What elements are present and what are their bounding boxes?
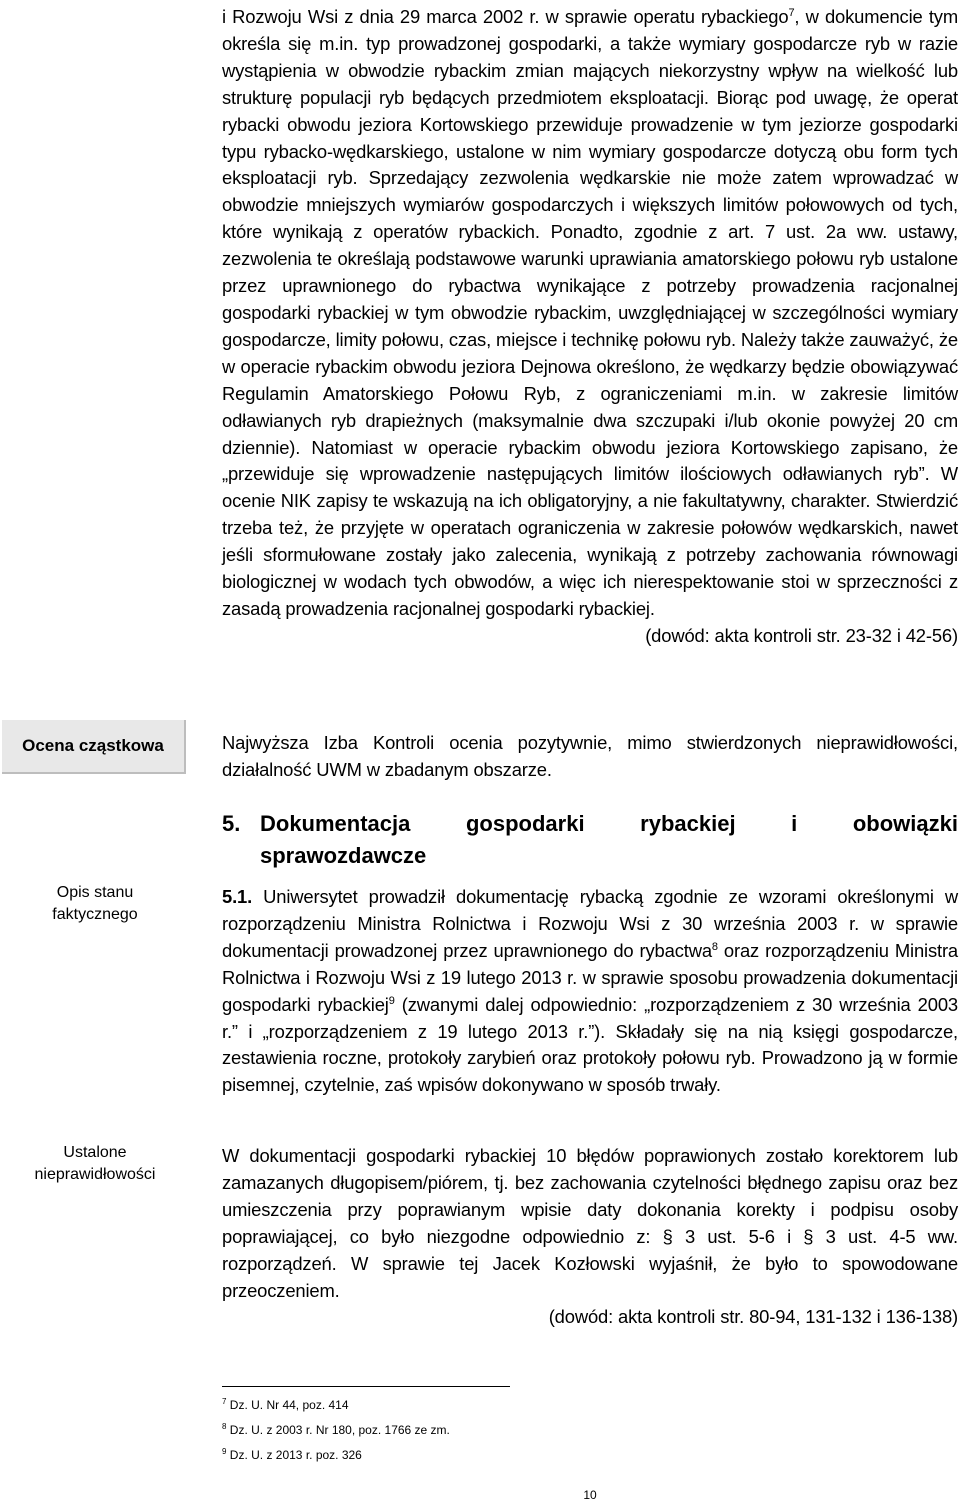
section-title-line1: Dokumentacja gospodarki rybackiej i obowiązki — [260, 811, 958, 836]
footnote-text: Dz. U. z 2003 r. Nr 180, poz. 1766 ze zm. — [226, 1423, 450, 1437]
p51-text-c: (zwanymi dalej odpowiednio: „rozporządzeniem z 30 września 2003 r.” i „rozporządzeniem z 19 lutego 2013 r.”). Składały się na nią księgi gospodarcze, zestawienia roczne, protokoły zarybień oraz protokoły połowu ryb. Prowadzono ją w formie pisemnej, czytelnie, zaś wpisów dokonywano w sposób trwały. — [222, 993, 958, 1096]
opis-stanu-label — [0, 882, 190, 926]
section-number: 5. — [222, 811, 241, 836]
ustalone-line2: nieprawidłowości — [34, 1166, 156, 1183]
footnote-ref-9: 9 — [388, 994, 395, 1007]
footnote-7 — [222, 1398, 349, 1412]
footnote-num: 7 — [222, 1397, 227, 1406]
footnote-divider — [222, 1386, 510, 1387]
footnote-ref-8: 8 — [711, 940, 718, 953]
paragraph-5-1 — [222, 884, 958, 1099]
subsection-number: 5.1. — [222, 886, 253, 907]
errors-text: W dokumentacji gospodarki rybackiej 10 błędów poprawionych zostało korektorem lub zamazanych długopisem/piórem, tj. bez zachowania czytelności błędnego zapisu oraz bez umieszczenia przy poprawianym wpisie daty dokonania korekty i podpisu osoby poprawiającej, co było niezgodne odpowiednio z: § 3 ust. 5-6 i § 3 ust. 4-5 ww. rozporządzeń. W sprawie tej Jacek Kozłowski wyjaśnił, że było to spowodowane przeoczeniem. — [222, 1145, 958, 1301]
p51-text-b: oraz rozporządzeniu Ministra Rolnictwa i Rozwoju Wsi z 19 lutego 2013 r. w sprawie sposobu prowadzenia dokumentacji gospodarki rybackiej — [222, 939, 959, 1015]
evidence-1: (dowód: akta kontroli str. 23-32 i 42-56) — [645, 624, 958, 646]
section-title-line2: sprawozdawcze — [260, 843, 427, 868]
footnote-text: Dz. U. z 2013 r. poz. 326 — [226, 1448, 362, 1462]
section-5-heading — [222, 808, 958, 868]
footnote-num: 9 — [222, 1447, 227, 1456]
footnote-8 — [222, 1423, 450, 1437]
footnote-text: Dz. U. Nr 44, poz. 414 — [226, 1398, 349, 1412]
paragraph-errors — [222, 1143, 958, 1331]
opis-stanu-line1: Opis stanu — [56, 884, 134, 901]
evidence-2: (dowód: akta kontroli str. 80-94, 131-132 i 136-138) — [548, 1306, 958, 1328]
page-number: 10 — [583, 1488, 597, 1502]
footnote-ref-7: 7 — [788, 7, 795, 19]
para1-text-a: i Rozwoju Wsi z dnia 29 marca 2002 r. w sprawie operatu rybackiego — [222, 6, 789, 27]
footnote-num: 8 — [222, 1422, 227, 1431]
ustalone-line1: Ustalone — [63, 1144, 127, 1161]
ocena-czastkowa-label — [2, 720, 186, 774]
para1-text-b: , w dokumencie tym określa się m.in. typ prowadzonej gospodarki, a także wymiary gospodarcze ryb w razie wystąpienia w obwodzie rybackim zmian mających niekorzystny wpływ na wielkość lub strukturę populacji ryb będących przedmiotem eksploatacji. Biorąc pod uwagę, że operat rybacki obwodu jeziora Kortowskiego przewiduje prowadzenie w tym jeziorze gospodarki typu rybacko-wędkarskiego, ustalone w nim wymiary gospodarcze dotyczą obu form tych eksploatacji ryb. Sprzedający zezwolenia wędkarskie nie może zatem wprowadzać w obwodzie mniejszych wymiarów gospodarczych i większych limitów połowowych od tych, które wynikają z operatów rybackich. Ponadto, zgodnie z art. 7 ust. 2a ww. ustawy, zezwolenia te określają podstawowe warunki uprawiania amatorskiego połowu ryb ustalone przez uprawnionego do rybactwa wynikające z potrzeby prowadzenia racjonalnej gospodarki rybackiej w tym obwodzie rybackim, uwzględniającej w szczególności wymiary gospodarcze, limity połowu, czas, miejsce i technikę połowu ryb. Należy także zauważyć, że w operacie rybackim obwodu jeziora Dejnowa określono, że wędkarzy będzie obowiązywać Regulamin Amatorskiego Połowu Ryb, z ograniczeniami m.in. w zakresie limitów odławianych ryb drapieżnych (maksymalnie dwa szczupaki i/lub okonie powyżej 20 cm dziennie). Natomiast w operacie rybackim obwodu jeziora Kortowskiego zapisano, że „przewiduje się wprowadzenie następujących limitów ilościowych odławianych ryb”. W ocenie NIK zapisy te wskazują na ich obligatoryjny, a nie fakultatywny, charakter. Stwierdzić trzeba też, że przyjęte w operatach ograniczenia w zakresie połowów wędkarskich, nawet jeśli sformułowane zostały jako zalecenia, wynikają z potrzeby zachowania równowagi biologicznej w wodach tych obwodów, a więc ich nierespektowanie stoi w sprzeczności z zasadą prowadzenia racjonalnej gospodarki rybackiej. — [222, 6, 959, 619]
ocena-text: Najwyższa Izba Kontroli ocenia pozytywnie, mimo stwierdzonych nieprawidłowości, działalność UWM w zbadanym obszarze. — [222, 732, 958, 780]
body-block-1 — [222, 4, 958, 650]
footnote-9 — [222, 1448, 362, 1462]
ocena-paragraph — [222, 730, 958, 784]
ocena-czastkowa-text: Ocena cząstkowa — [22, 736, 164, 755]
paragraph-operat — [222, 4, 958, 623]
ustalone-label — [0, 1142, 190, 1186]
opis-stanu-line2: faktycznego — [52, 906, 138, 923]
p51-text-a: Uniwersytet prowadził dokumentację rybacką zgodnie ze wzorami określonymi w rozporządzeniu Ministra Rolnictwa i Rozwoju Wsi z 30 września 2003 r. w sprawie dokumentacji prowadzonej przez uprawnionego do rybactwa — [222, 886, 958, 961]
